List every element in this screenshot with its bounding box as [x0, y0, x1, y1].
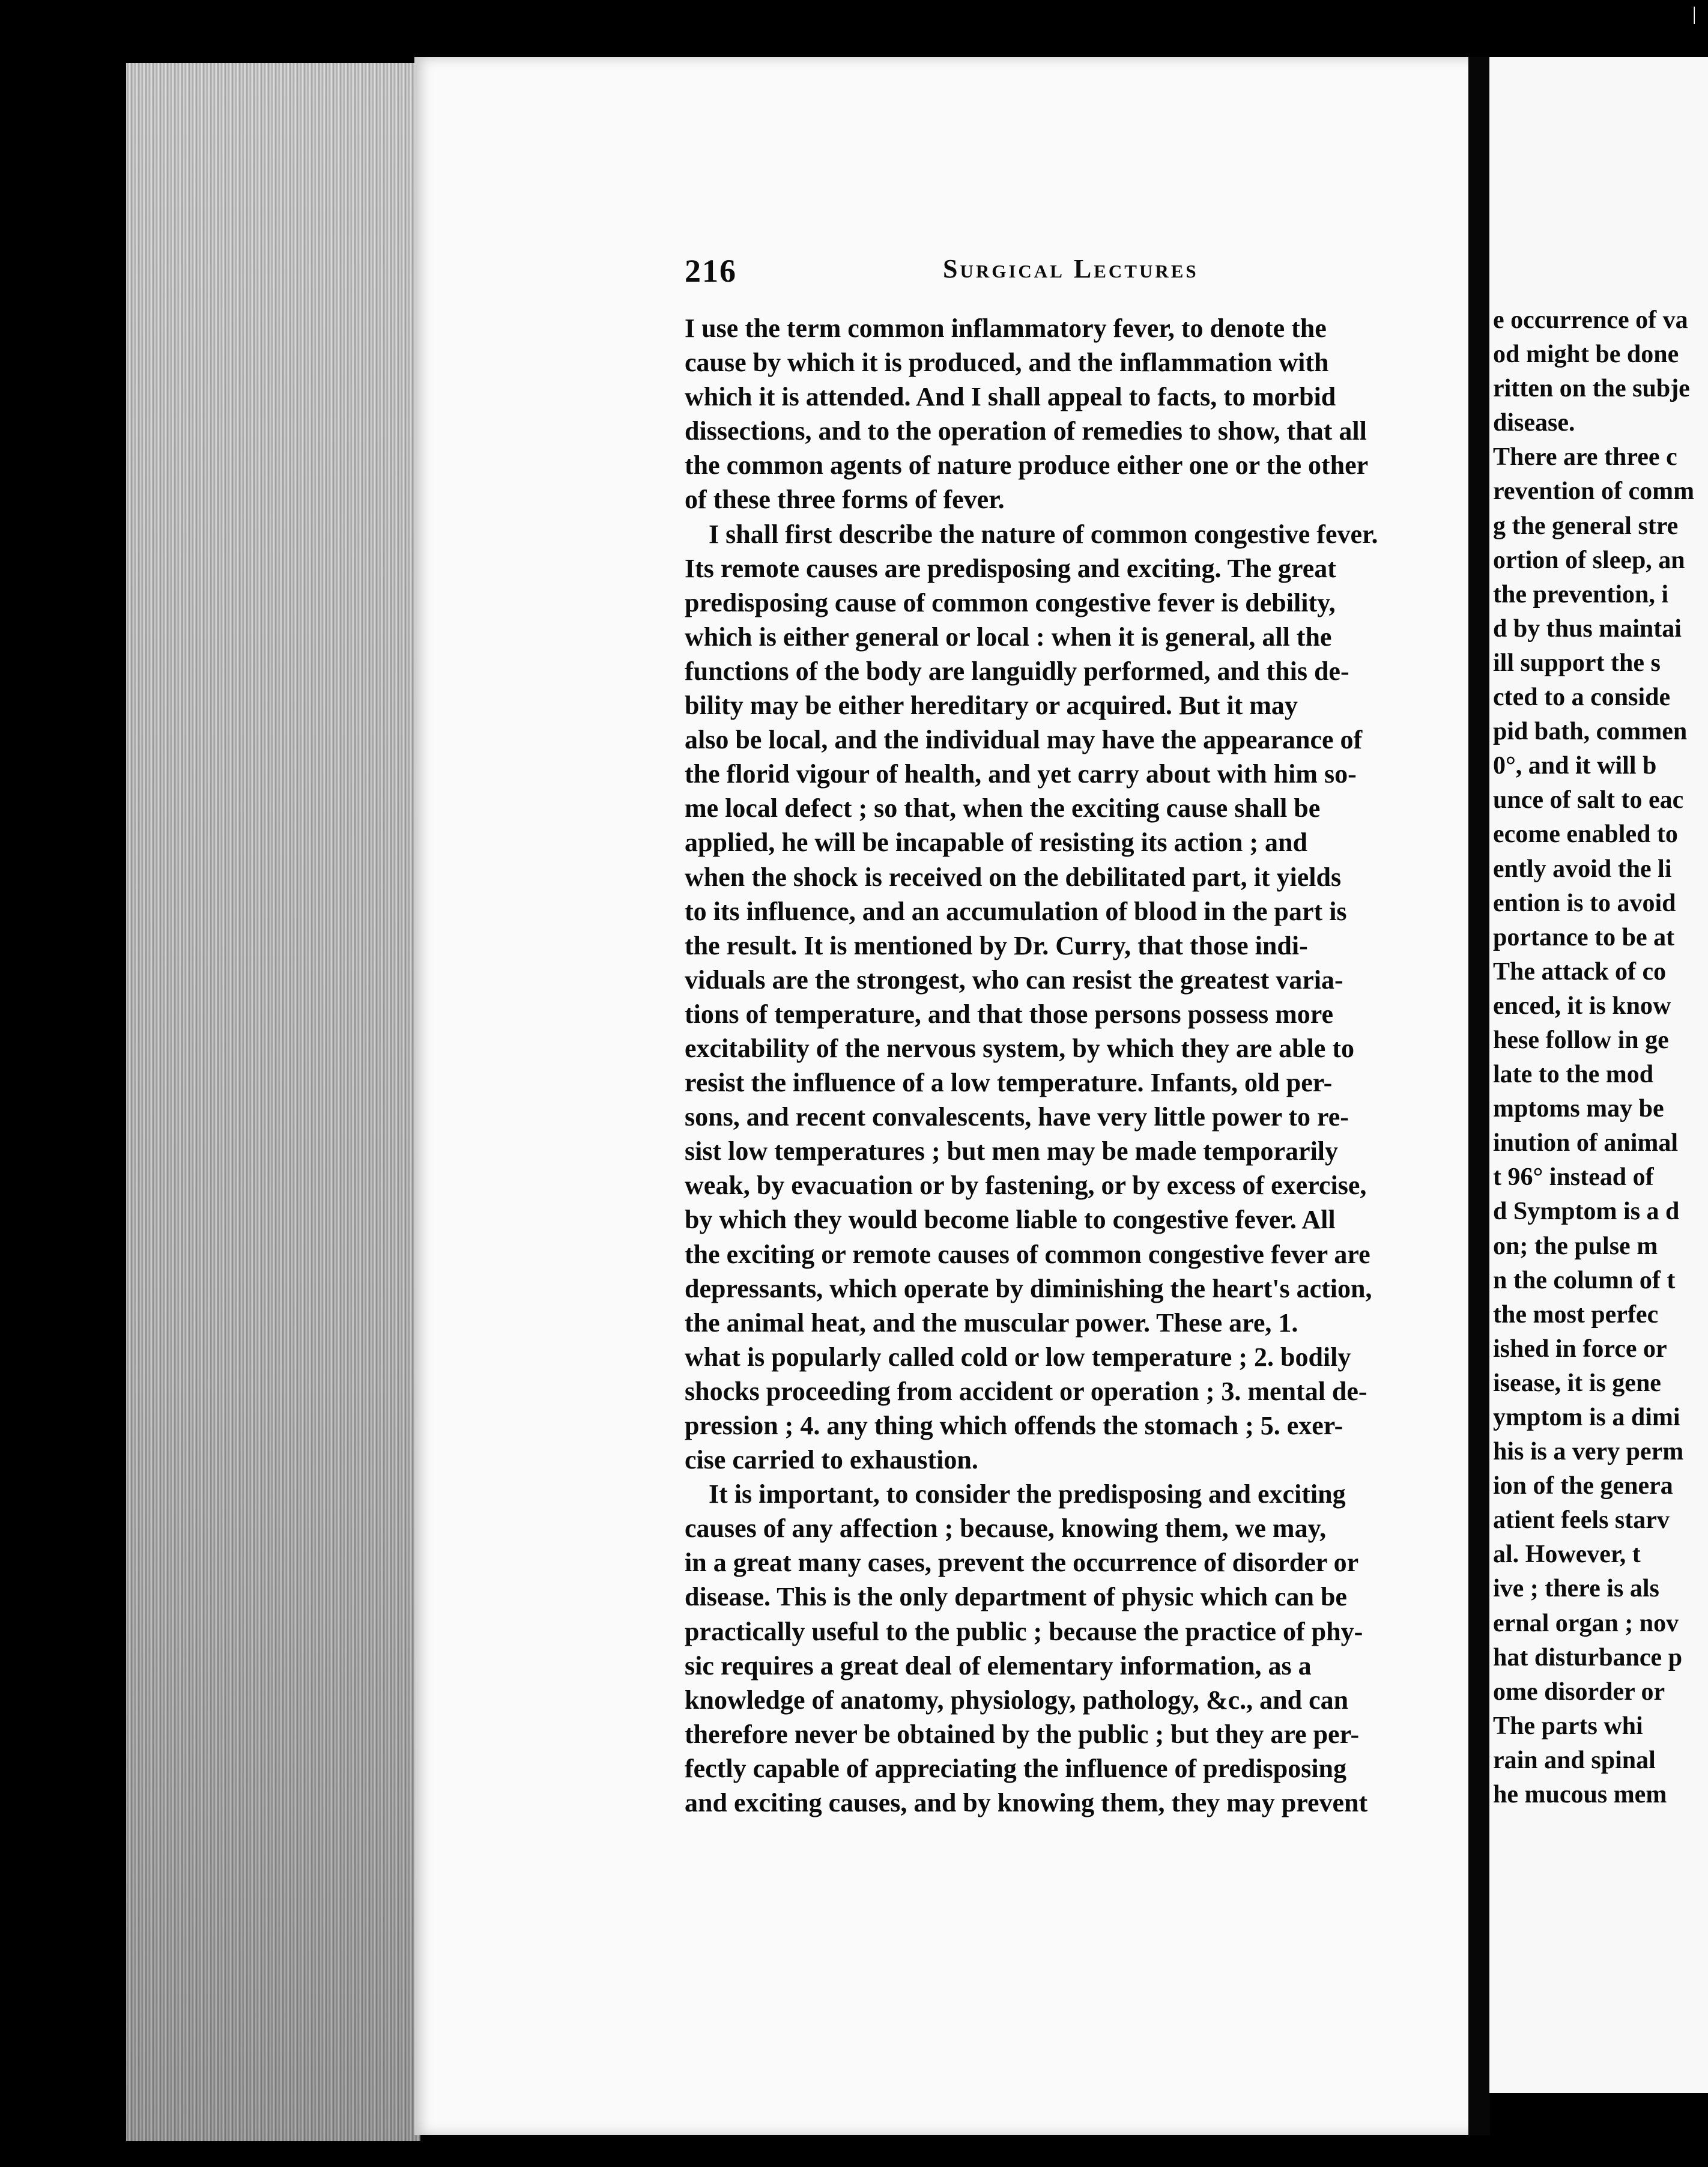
text-line: the common agents of nature produce either one or the other — [685, 450, 1369, 480]
right-text-line: ome disorder or — [1493, 1678, 1665, 1706]
right-text-line: isease, it is gene — [1493, 1369, 1661, 1397]
text-line: the exciting or remote causes of common congestive fever are — [685, 1239, 1370, 1269]
right-text-line: his is a very perm — [1493, 1438, 1684, 1466]
text-line: functions of the body are languidly performed, and this de- — [685, 656, 1349, 686]
text-line: I shall first describe the nature of common congestive fever. — [709, 519, 1378, 549]
text-line: practically useful to the public ; because the practice of phy- — [685, 1616, 1363, 1646]
page-number: 216 — [685, 253, 737, 289]
right-text-line: ive ; there is als — [1493, 1575, 1659, 1603]
running-title: Surgical Lectures — [943, 254, 1199, 283]
right-text-line: t 96° instead of — [1493, 1163, 1654, 1192]
right-text-line: hese follow in ge — [1493, 1026, 1669, 1054]
right-text-line: on; the pulse m — [1493, 1232, 1658, 1260]
text-line: applied, he will be incapable of resisting its action ; and — [685, 828, 1307, 858]
text-line: Its remote causes are predisposing and exciting. The great — [685, 553, 1336, 583]
scan-corner-mark: | — [1692, 2, 1697, 24]
right-text-line: atient feels starv — [1493, 1506, 1670, 1535]
right-text-line: ently avoid the li — [1493, 855, 1672, 883]
right-text-line: hat disturbance p — [1493, 1643, 1683, 1671]
right-text-line: ymptom is a dimi — [1493, 1404, 1680, 1431]
right-text-line: the most perfec — [1493, 1300, 1659, 1329]
left-page-text — [685, 311, 1468, 1825]
right-text-line: od might be done — [1493, 341, 1679, 369]
text-line: in a great many cases, prevent the occurrence of disorder or — [685, 1548, 1359, 1578]
text-line: pression ; 4. any thing which offends the stomach ; 5. exer- — [685, 1411, 1343, 1440]
text-line: when the shock is received on the debilitated part, it yields — [685, 862, 1342, 892]
right-text-line: inution of animal — [1493, 1129, 1679, 1157]
text-line: excitability of the nervous system, by which they are able to — [685, 1033, 1354, 1063]
right-text-line: n the column of t — [1493, 1266, 1676, 1294]
text-line: sist low temperatures ; but men may be made temporarily — [685, 1136, 1339, 1166]
text-line: the animal heat, and the muscular power. These are, 1. — [685, 1308, 1298, 1338]
text-line: sons, and recent convalescents, have very little power to re- — [685, 1102, 1349, 1132]
text-line: which is either general or local : when it is general, all the — [685, 622, 1332, 652]
text-line: also be local, and the individual may have the appearance of — [685, 725, 1363, 755]
right-text-line: g the general stre — [1493, 512, 1679, 540]
right-text-line: ion of the genera — [1493, 1472, 1673, 1500]
text-line: of these three forms of fever. — [685, 485, 1005, 515]
right-text-line: cted to a conside — [1493, 683, 1671, 712]
right-text-line: The parts whi — [1493, 1712, 1643, 1740]
right-text-line: ritten on the subje — [1493, 375, 1690, 403]
text-line: sic requires a great deal of elementary information, as a — [685, 1650, 1312, 1681]
text-line: disease. This is the only department of physic which can be — [685, 1582, 1347, 1612]
text-line: weak, by evacuation or by fastening, or by excess of exercise, — [685, 1171, 1367, 1201]
text-line: causes of any affection ; because, knowing them, we may, — [685, 1514, 1327, 1544]
right-page — [1489, 57, 1708, 2093]
book-fore-edge-shading — [126, 63, 420, 2141]
text-line: tions of temperature, and that those persons possess more — [685, 999, 1334, 1029]
right-text-line: enced, it is know — [1493, 992, 1671, 1020]
right-text-line: pid bath, commen — [1493, 718, 1688, 746]
text-line: dissections, and to the operation of remedies to show, that all — [685, 416, 1367, 446]
right-text-line: portance to be at — [1493, 923, 1675, 951]
right-text-line: d by thus maintai — [1493, 614, 1682, 643]
right-text-line: mptoms may be — [1493, 1095, 1664, 1123]
right-text-line: There are three c — [1493, 443, 1677, 471]
right-text-line: e occurrence of va — [1493, 306, 1688, 334]
text-line: bility may be either hereditary or acquired. But it may — [685, 691, 1298, 721]
right-text-line: rain and spinal — [1493, 1746, 1656, 1774]
text-line: what is popularly called cold or low temperature ; 2. bodily — [685, 1342, 1351, 1372]
text-line: predisposing cause of common congestive fever is debility, — [685, 587, 1336, 617]
right-text-line: The attack of co — [1493, 957, 1667, 986]
right-text-line: ished in force or — [1493, 1335, 1667, 1363]
right-text-line: late to the mod — [1493, 1061, 1654, 1089]
right-text-line: ention is to avoid — [1493, 889, 1676, 917]
text-line: It is important, to consider the predisposing and exciting — [709, 1479, 1346, 1509]
right-text-line: al. However, t — [1493, 1541, 1641, 1569]
text-line: viduals are the strongest, who can resist the greatest varia- — [685, 965, 1343, 995]
text-line: fectly capable of appreciating the influence of predisposing — [685, 1753, 1347, 1783]
right-text-line: he mucous mem — [1493, 1781, 1667, 1809]
text-line: and exciting causes, and by knowing them, they may prevent — [685, 1788, 1368, 1818]
right-text-line: unce of salt to eac — [1493, 786, 1684, 814]
right-text-line: ecome enabled to — [1493, 820, 1678, 849]
right-text-line: revention of comm — [1493, 477, 1695, 506]
right-text-line: ill support the s — [1493, 649, 1661, 677]
page-gutter — [1468, 57, 1490, 2135]
right-text-line: disease. — [1493, 409, 1575, 437]
text-line: I use the term common inflammatory fever, to denote the — [685, 314, 1327, 343]
right-page-text — [1493, 303, 1708, 1812]
text-line: cause by which it is produced, and the inflammation with — [685, 348, 1329, 378]
text-line: the result. It is mentioned by Dr. Curry, that those indi- — [685, 930, 1308, 960]
text-line: knowledge of anatomy, physiology, pathology, &c., and can — [685, 1685, 1349, 1715]
text-line: therefore never be obtained by the public ; but they are per- — [685, 1719, 1360, 1749]
right-text-line: 0°, and it will b — [1493, 752, 1657, 780]
right-text-line: ortion of sleep, an — [1493, 546, 1685, 574]
right-text-line: d Symptom is a d — [1493, 1198, 1680, 1226]
text-line: which it is attended. And I shall appeal to facts, to morbid — [685, 382, 1336, 412]
text-line: shocks proceeding from accident or operation ; 3. mental de- — [685, 1376, 1367, 1406]
right-text-line: the prevention, i — [1493, 580, 1669, 608]
running-head — [685, 252, 1465, 294]
text-line: cise carried to exhaustion. — [685, 1445, 978, 1475]
text-line: the florid vigour of health, and yet carry about with him so- — [685, 759, 1357, 789]
text-line: me local defect ; so that, when the exciting cause shall be — [685, 793, 1321, 823]
text-line: depressants, which operate by diminishing the heart's action, — [685, 1273, 1372, 1303]
right-text-line: ernal organ ; nov — [1493, 1609, 1679, 1637]
text-line: to its influence, and an accumulation of blood in the part is — [685, 896, 1347, 926]
text-line: resist the influence of a low temperature. Infants, old per- — [685, 1068, 1333, 1098]
text-line: by which they would become liable to congestive fever. All — [685, 1205, 1336, 1235]
